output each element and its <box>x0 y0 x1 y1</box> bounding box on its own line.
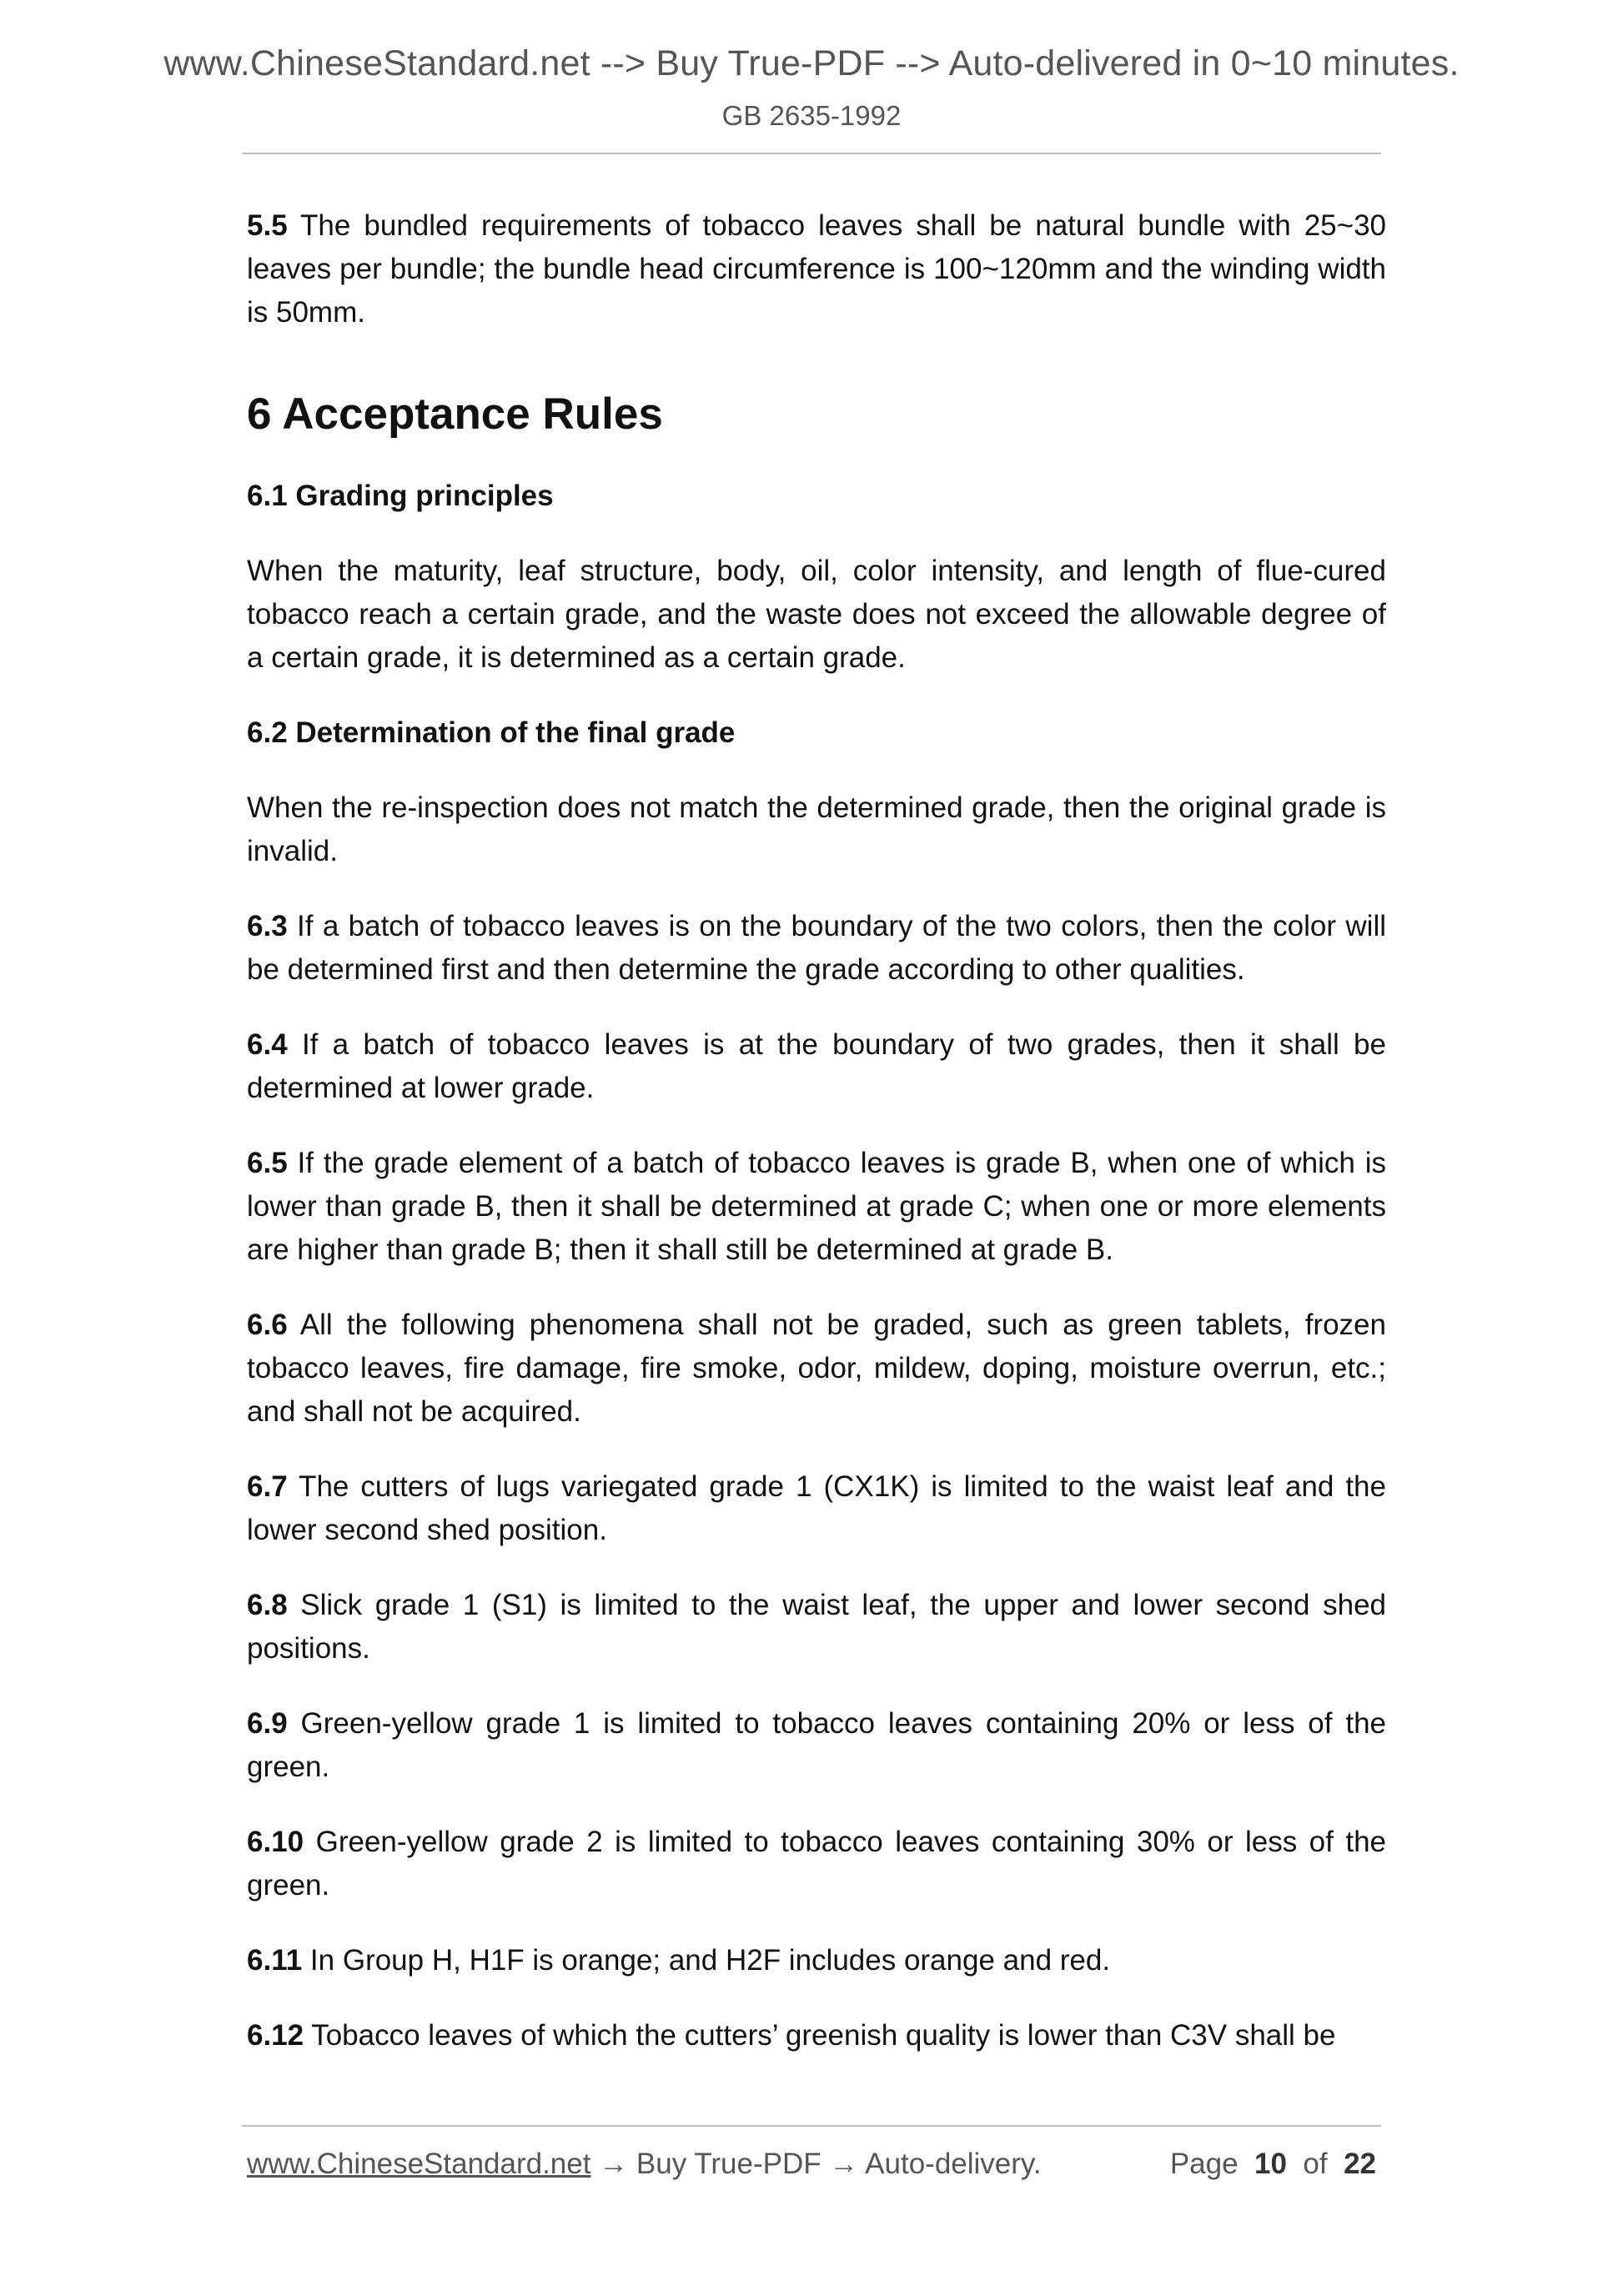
document-body <box>247 204 1386 2089</box>
footer-divider <box>242 2125 1381 2127</box>
clause-text: If the grade element of a batch of tobacco leaves is grade B, when one of which is lower than grade B, then it shall be determined at grade C; when one or more elements are higher than grade B; then it shall still be determined at grade B. <box>247 1147 1386 1266</box>
standard-code: GB 2635-1992 <box>721 100 902 131</box>
clause-number: 6.3 <box>247 910 288 942</box>
clause-text: Green-yellow grade 2 is limited to tobacco leaves containing 30% or less of the green. <box>247 1826 1386 1902</box>
clause-number: 6.10 <box>247 1826 304 1858</box>
clause-number: 6.12 <box>247 2019 304 2052</box>
page-total: 22 <box>1344 2148 1376 2180</box>
clause-text: Green-yellow grade 1 is limited to tobacco leaves containing 20% or less of the green. <box>247 1707 1386 1783</box>
clause-6-3 <box>247 905 1386 992</box>
clause-number: 6.7 <box>247 1470 288 1503</box>
clause-6-11 <box>247 1939 1386 1982</box>
clause-number: 6.9 <box>247 1707 288 1740</box>
clause-text: All the following phenomena shall not be graded, such as green tablets, frozen tobacco leaves, fire damage, fire smoke, odor, mildew, doping, moisture overrun, etc.; and shall not be acquired. <box>247 1309 1386 1428</box>
clause-6-6 <box>247 1304 1386 1434</box>
clause-text: If a batch of tobacco leaves is on the boundary of the two colors, then the color will be determined first and then determine the grade according to other qualities. <box>247 910 1386 986</box>
footer-site-link[interactable]: www.ChineseStandard.net <box>247 2148 591 2180</box>
header-divider <box>242 153 1381 154</box>
clause-6-12 <box>247 2014 1386 2057</box>
clause-number: 5.5 <box>247 209 288 242</box>
top-banner: www.ChineseStandard.net --> Buy True-PDF --> Auto-delivered in 0~10 minutes. <box>163 43 1460 83</box>
page-number: 10 <box>1254 2148 1287 2180</box>
clause-6-7 <box>247 1465 1386 1552</box>
section-heading: 6 Acceptance Rules <box>247 389 663 439</box>
subsection-heading-6-1: 6.1 Grading principles <box>247 480 554 512</box>
clause-6-1-text: When the maturity, leaf structure, body, oil, color intensity, and length of flue-cured tobacco reach a certain grade, and the waste does not exceed the allowable degree of a certain grade, it is determined as a certain grade. <box>247 555 1386 674</box>
clause-text: If a batch of tobacco leaves is at the boundary of two grades, then it shall be determined at lower grade. <box>247 1028 1386 1104</box>
clause-5-5 <box>247 204 1386 334</box>
page-label: Page <box>1169 2148 1239 2180</box>
clause-number: 6.6 <box>247 1309 288 1341</box>
clause-6-4 <box>247 1023 1386 1110</box>
clause-6-10 <box>247 1821 1386 1907</box>
clause-6-5 <box>247 1142 1386 1272</box>
footer-promo <box>247 2148 1042 2181</box>
clause-6-2-text: When the re-inspection does not match the determined grade, then the original grade is invalid. <box>247 791 1386 867</box>
clause-text: In Group H, H1F is orange; and H2F includes orange and red. <box>302 1944 1111 1977</box>
clause-number: 6.4 <box>247 1028 288 1061</box>
clause-text: The bundled requirements of tobacco leaves shall be natural bundle with 25~30 leaves per bundle; the bundle head circumference is 100~120mm and the winding width is 50mm. <box>247 209 1386 329</box>
clause-text: The cutters of lugs variegated grade 1 (CX1K) is limited to the waist leaf and the lower second shed position. <box>247 1470 1386 1546</box>
of-label: of <box>1303 2148 1328 2180</box>
clause-text: Slick grade 1 (S1) is limited to the waist leaf, the upper and lower second shed positions. <box>247 1589 1386 1665</box>
clause-text: Tobacco leaves of which the cutters’ greenish quality is lower than C3V shall be <box>304 2019 1336 2052</box>
clause-6-8 <box>247 1584 1386 1671</box>
page-indicator <box>1170 2148 1376 2181</box>
subsection-heading-6-2: 6.2 Determination of the final grade <box>247 716 736 749</box>
clause-number: 6.11 <box>247 1944 303 1977</box>
clause-number: 6.8 <box>247 1589 288 1621</box>
clause-number: 6.5 <box>247 1147 288 1179</box>
footer-promo-text: → Buy True-PDF → Auto-delivery. <box>590 2148 1042 2180</box>
clause-6-9 <box>247 1702 1386 1789</box>
